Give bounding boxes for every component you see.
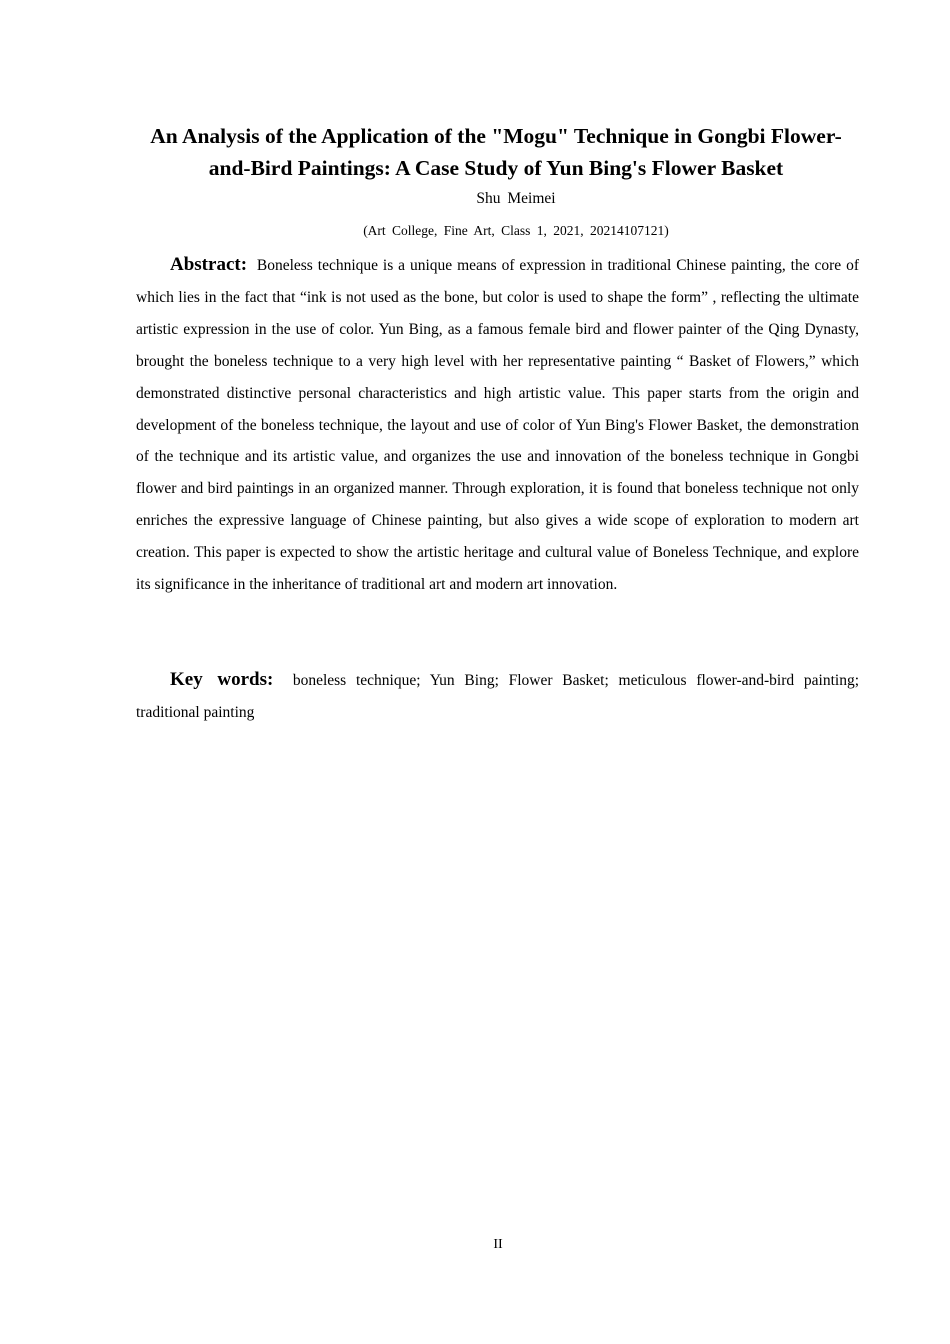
paper-title: An Analysis of the Application of the "Mogu" Technique in Gongbi Flower-and-Bird Paintings: A Case Study of Yun Bing's Flower Basket	[150, 124, 842, 180]
abstract-paragraph	[136, 249, 859, 601]
keywords-paragraph	[136, 664, 859, 728]
author-name: Shu Meimei	[476, 190, 556, 207]
page-number: II	[493, 1237, 503, 1252]
abstract-text: Boneless technique is a unique means of expression in traditional Chinese painting, the core of which lies in the fact that “ink is not used as the bone, but color is used to shape the form” , reflecting the ultimate artistic expression in the use of color. Yun Bing, as a famous female bird and flower painter of the Qing Dynasty, brought the boneless technique to a very high level with her representative painting “ Basket of Flowers,” which demonstrated distinctive personal characteristics and high artistic value. This paper starts from the origin and development of the boneless technique, the layout and use of color of Yun Bing's Flower Basket, the demonstration of the technique and its artistic value, and organizes the use and innovation of the boneless technique in Gongbi flower and bird paintings in an organized manner. Through exploration, it is found that boneless technique not only enriches the expressive language of Chinese painting, but also gives a wide scope of exploration to modern art creation. This paper is expected to show the artistic heritage and cultural value of Boneless Technique, and explore its significance in the inheritance of traditional art and modern art innovation.	[136, 257, 860, 594]
author-affiliation: (Art College, Fine Art, Class 1, 2021, 20214107121)	[363, 223, 669, 238]
keywords-label: Key words:	[170, 669, 274, 690]
abstract-label: Abstract:	[170, 254, 248, 275]
keywords-text: boneless technique; Yun Bing; Flower Basket; meticulous flower-and-bird painting; traditional painting	[136, 672, 859, 721]
